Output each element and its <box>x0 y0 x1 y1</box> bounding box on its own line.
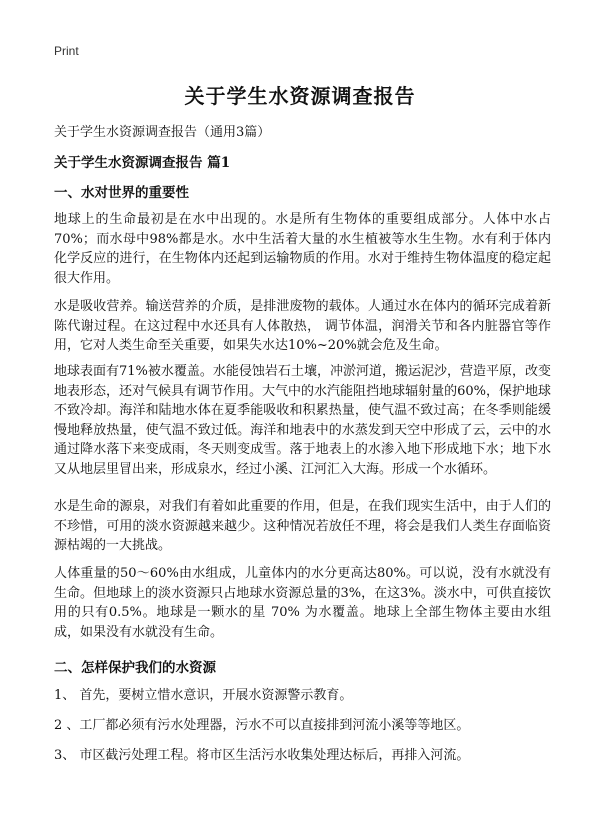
heading-protect-water: 二、怎样保护我们的水资源 <box>54 660 216 676</box>
paragraph-5: 人体重量的50～60%由水组成，儿童体内的水分更高达80%。可以说，没有水就没有生命。但地球上的淡水资源只占地球水资源总量的3%，在这3%。淡水中，可供直接饮用的只有0.5%。地球是一颗水的星 70% 为水覆盖。地球上全部生物体主要由水组成，如果没有水就没有生命。 <box>54 566 551 640</box>
paragraph-3: 地球表面有71%被水覆盖。水能侵蚀岩石土壤，冲淤河道，搬运泥沙，营造平原，改变地表形态，还对气候具有调节作用。大气中的水汽能阻挡地球辐射量的60%，保护地球不致冷却。海洋和陆地水体在夏季能吸收和积累热量，使气温不致过高；在冬季则能缓慢地释放热量，使气温不致过低。海洋和地表中的水蒸发到天空中形成了云，云中的水通过降水落下来变成雨，冬天则变成雪。落于地表上的水渗入地下形成地下水；地下水又从地层里冒出来，形成泉水，经过小溪、江河汇入大海。形成一个水循环。 <box>54 364 551 477</box>
list-item-3: 3、 市区截污处理工程。将市区生活污水收集处理达标后，再排入河流。 <box>54 748 470 763</box>
document-title: 关于学生水资源调查报告 <box>184 84 416 108</box>
list-item-2: 2 、工厂都必须有污水处理器，污水不可以直接排到河流小溪等等地区。 <box>54 718 470 733</box>
list-item-1: 1、 首先，要树立惜水意识，开展水资源警示教育。 <box>54 688 353 703</box>
document-subtitle: 关于学生水资源调查报告（通用3篇） <box>54 125 271 140</box>
paragraph-2: 水是吸收营养。输送营养的介质，是排泄废物的载体。人通过水在体内的循环完成着新陈代谢过程。在这过程中水还具有人体散热， 调节体温，润滑关节和各内脏器官等作用，它对人类生命至关重要，如果失水达10%~20%就会危及生命。 <box>54 299 551 354</box>
paragraph-1: 地球上的生命最初是在水中出现的。水是所有生物体的重要组成部分。人体中水占70%；而水母中98%都是水。水中生活着大量的水生植被等水生生物。水有利于体内化学反应的进行，在生物体内还起到运输物质的作用。水对于维持生物体温度的稳定起很大作用。 <box>54 212 551 286</box>
heading-importance-of-water: 一、水对世界的重要性 <box>54 185 189 201</box>
print-label: Print <box>54 44 79 58</box>
section-title: 关于学生水资源调查报告 篇1 <box>54 155 231 171</box>
paragraph-4: 水是生命的源泉，对我们有着如此重要的作用，但是，在我们现实生活中，由于人们的不珍惜，可用的淡水资源越来越少。这种情况若放任不理，将会是我们人类生存面临资源枯竭的一大挑战。 <box>54 499 551 554</box>
